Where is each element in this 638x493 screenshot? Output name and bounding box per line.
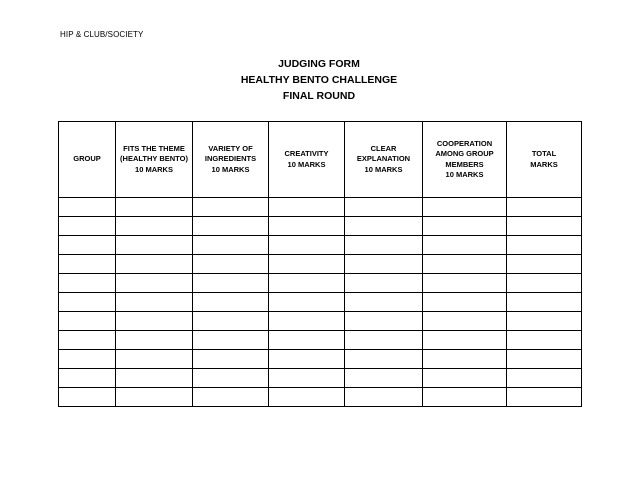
group-cell[interactable]: [59, 369, 116, 388]
cooperation-cell[interactable]: [423, 312, 507, 331]
creativity-cell[interactable]: [269, 350, 345, 369]
variety-cell[interactable]: [193, 255, 269, 274]
theme-cell[interactable]: [116, 274, 193, 293]
variety-cell[interactable]: [193, 331, 269, 350]
column-header-cooperation: COOPERATION AMONG GROUP MEMBERS 10 MARKS: [423, 122, 507, 198]
theme-cell[interactable]: [116, 312, 193, 331]
total-cell[interactable]: [507, 274, 582, 293]
creativity-cell[interactable]: [269, 388, 345, 407]
variety-cell[interactable]: [193, 293, 269, 312]
table-row: [59, 255, 582, 274]
form-title-block: [0, 56, 638, 104]
cooperation-cell[interactable]: [423, 274, 507, 293]
variety-cell[interactable]: [193, 274, 269, 293]
variety-cell[interactable]: [193, 388, 269, 407]
group-cell[interactable]: [59, 236, 116, 255]
total-cell[interactable]: [507, 388, 582, 407]
column-header-group: GROUP: [59, 122, 116, 198]
theme-cell[interactable]: [116, 198, 193, 217]
explanation-cell[interactable]: [345, 255, 423, 274]
column-header-theme: FITS THE THEME (HEALTHY BENTO) 10 MARKS: [116, 122, 193, 198]
column-header-explanation: CLEAR EXPLANATION 10 MARKS: [345, 122, 423, 198]
cooperation-cell[interactable]: [423, 388, 507, 407]
table-row: [59, 388, 582, 407]
cooperation-cell[interactable]: [423, 293, 507, 312]
creativity-cell[interactable]: [269, 198, 345, 217]
explanation-cell[interactable]: [345, 236, 423, 255]
creativity-cell[interactable]: [269, 255, 345, 274]
group-cell[interactable]: [59, 350, 116, 369]
table-row: [59, 217, 582, 236]
creativity-cell[interactable]: [269, 369, 345, 388]
group-cell[interactable]: [59, 388, 116, 407]
cooperation-cell[interactable]: [423, 236, 507, 255]
variety-cell[interactable]: [193, 236, 269, 255]
variety-cell[interactable]: [193, 369, 269, 388]
variety-cell[interactable]: [193, 198, 269, 217]
theme-cell[interactable]: [116, 369, 193, 388]
total-cell[interactable]: [507, 217, 582, 236]
creativity-cell[interactable]: [269, 312, 345, 331]
challenge-name: HEALTHY BENTO CHALLENGE: [240, 74, 398, 86]
theme-cell[interactable]: [116, 217, 193, 236]
variety-cell[interactable]: [193, 350, 269, 369]
creativity-cell[interactable]: [269, 331, 345, 350]
explanation-cell[interactable]: [345, 293, 423, 312]
theme-cell[interactable]: [116, 255, 193, 274]
creativity-cell[interactable]: [269, 274, 345, 293]
group-cell[interactable]: [59, 331, 116, 350]
form-title: JUDGING FORM: [278, 58, 360, 70]
theme-cell[interactable]: [116, 350, 193, 369]
table-row: [59, 236, 582, 255]
table-row: [59, 350, 582, 369]
explanation-cell[interactable]: [345, 312, 423, 331]
explanation-cell[interactable]: [345, 198, 423, 217]
round-name: FINAL ROUND: [282, 90, 356, 102]
cooperation-cell[interactable]: [423, 198, 507, 217]
group-cell[interactable]: [59, 293, 116, 312]
total-cell[interactable]: [507, 293, 582, 312]
explanation-cell[interactable]: [345, 217, 423, 236]
table-header-row: [59, 122, 582, 198]
cooperation-cell[interactable]: [423, 350, 507, 369]
organization-label: HIP & CLUB/SOCIETY: [60, 30, 144, 39]
explanation-cell[interactable]: [345, 350, 423, 369]
variety-cell[interactable]: [193, 217, 269, 236]
score-rows: [59, 198, 582, 407]
column-header-creativity: CREATIVITY 10 MARKS: [269, 122, 345, 198]
cooperation-cell[interactable]: [423, 255, 507, 274]
table-row: [59, 274, 582, 293]
total-cell[interactable]: [507, 236, 582, 255]
column-header-total: TOTAL MARKS: [507, 122, 582, 198]
explanation-cell[interactable]: [345, 274, 423, 293]
group-cell[interactable]: [59, 217, 116, 236]
table-row: [59, 312, 582, 331]
cooperation-cell[interactable]: [423, 331, 507, 350]
creativity-cell[interactable]: [269, 236, 345, 255]
total-cell[interactable]: [507, 331, 582, 350]
explanation-cell[interactable]: [345, 331, 423, 350]
group-cell[interactable]: [59, 198, 116, 217]
column-header-variety: VARIETY OF INGREDIENTS 10 MARKS: [193, 122, 269, 198]
group-cell[interactable]: [59, 255, 116, 274]
creativity-cell[interactable]: [269, 293, 345, 312]
total-cell[interactable]: [507, 350, 582, 369]
theme-cell[interactable]: [116, 236, 193, 255]
explanation-cell[interactable]: [345, 369, 423, 388]
table-row: [59, 369, 582, 388]
total-cell[interactable]: [507, 369, 582, 388]
judging-table: [58, 121, 582, 407]
group-cell[interactable]: [59, 312, 116, 331]
cooperation-cell[interactable]: [423, 369, 507, 388]
table-row: [59, 331, 582, 350]
table-row: [59, 293, 582, 312]
theme-cell[interactable]: [116, 331, 193, 350]
theme-cell[interactable]: [116, 293, 193, 312]
cooperation-cell[interactable]: [423, 217, 507, 236]
total-cell[interactable]: [507, 312, 582, 331]
theme-cell[interactable]: [116, 388, 193, 407]
total-cell[interactable]: [507, 255, 582, 274]
explanation-cell[interactable]: [345, 388, 423, 407]
group-cell[interactable]: [59, 274, 116, 293]
table-row: [59, 198, 582, 217]
total-cell[interactable]: [507, 198, 582, 217]
variety-cell[interactable]: [193, 312, 269, 331]
creativity-cell[interactable]: [269, 217, 345, 236]
